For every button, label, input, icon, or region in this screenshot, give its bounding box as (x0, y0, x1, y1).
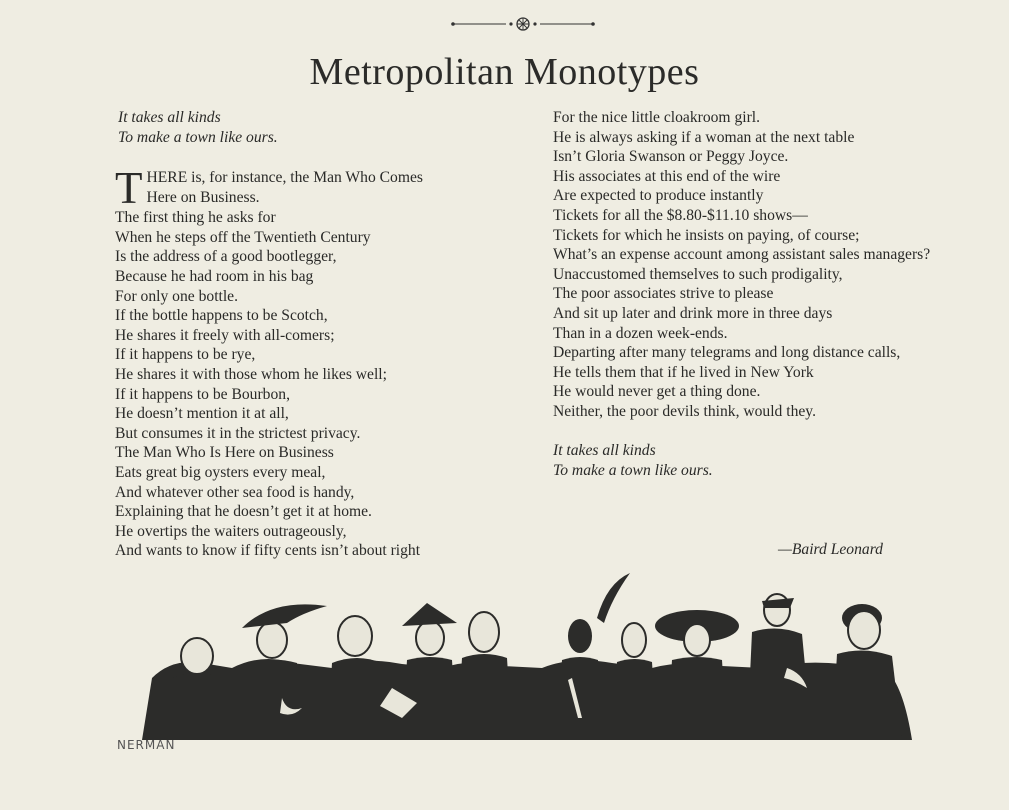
poem-line: Explaining that he doesn’t get it at home. (115, 503, 372, 521)
poem-line: Eats great big oysters every meal, (115, 463, 326, 481)
poem-line: He doesn’t mention it at all, (115, 405, 289, 423)
poem-line: If it happens to be Bourbon, (115, 385, 290, 403)
poem-line: Tickets for all the $8.80-$11.10 shows— (553, 206, 808, 224)
closing-line: To make a town like ours. (553, 461, 713, 479)
poem-column-right (553, 108, 933, 480)
poem-column-left (115, 108, 515, 561)
poem-line: Neither, the poor devils think, would they. (553, 402, 816, 420)
author-signature: —Baird Leonard (778, 541, 883, 558)
poem-line: He tells them that if he lived in New York (553, 363, 814, 381)
closing-line: It takes all kinds (553, 442, 656, 460)
poem-line: He overtips the waiters outrageously, (115, 522, 347, 540)
title-ornament (448, 14, 598, 34)
poem-line: And wants to know if fifty cents isn’t about right (115, 542, 421, 560)
poem-line: Departing after many telegrams and long distance calls, (553, 344, 901, 362)
poem-line: Tickets for which he insists on paying, of course; (553, 226, 860, 244)
poem-line: His associates at this end of the wire (553, 167, 781, 185)
poem-line: And whatever other sea food is handy, (115, 483, 355, 501)
drop-cap: T (115, 163, 143, 214)
poem-line: The first thing he asks for (115, 209, 276, 227)
poem-line: For the nice little cloakroom girl. (553, 109, 760, 126)
poem-line: Is the address of a good bootlegger, (115, 248, 337, 266)
poem-line: HERE is, for instance, the Man Who Comes (146, 169, 423, 187)
poem-line: Because he had room in his bag (115, 267, 314, 285)
poem-line: The poor associates strive to please (553, 285, 774, 303)
poem-line: When he steps off the Twentieth Century (115, 228, 371, 246)
poem-line: What’s an expense account among assistant sales managers? (553, 246, 931, 264)
poem-line: He shares it with those whom he likes well; (115, 365, 387, 383)
page-title: Metropolitan Monotypes (309, 51, 700, 93)
epigraph-line: It takes all kinds (118, 109, 221, 126)
artist-signature: NERMAN (117, 738, 176, 752)
poem-line: Isn’t Gloria Swanson or Peggy Joyce. (553, 148, 789, 166)
poem-line: He would never get a thing done. (553, 383, 761, 401)
poem-line: If the bottle happens to be Scotch, (115, 307, 328, 325)
opening-stanza (115, 163, 515, 214)
poem-line: The Man Who Is Here on Business (115, 444, 334, 462)
poem-line: Than in a dozen week-ends. (553, 324, 728, 342)
epigraph-line: To make a town like ours. (118, 128, 278, 146)
poem-line: For only one bottle. (115, 287, 239, 305)
poem-line: But consumes it in the strictest privacy. (115, 424, 361, 442)
poem-line: And sit up later and drink more in three days (553, 304, 833, 322)
poem-line: If it happens to be rye, (115, 346, 256, 364)
poem-line: Here on Business. (146, 188, 260, 206)
poem-line: He is always asking if a woman at the next table (553, 128, 855, 146)
poem-line: He shares it freely with all-comers; (115, 326, 335, 344)
poem-line: Are expected to produce instantly (553, 187, 764, 205)
poem-line: Unaccustomed themselves to such prodigality, (553, 265, 843, 283)
crowd-illustration (112, 568, 922, 740)
